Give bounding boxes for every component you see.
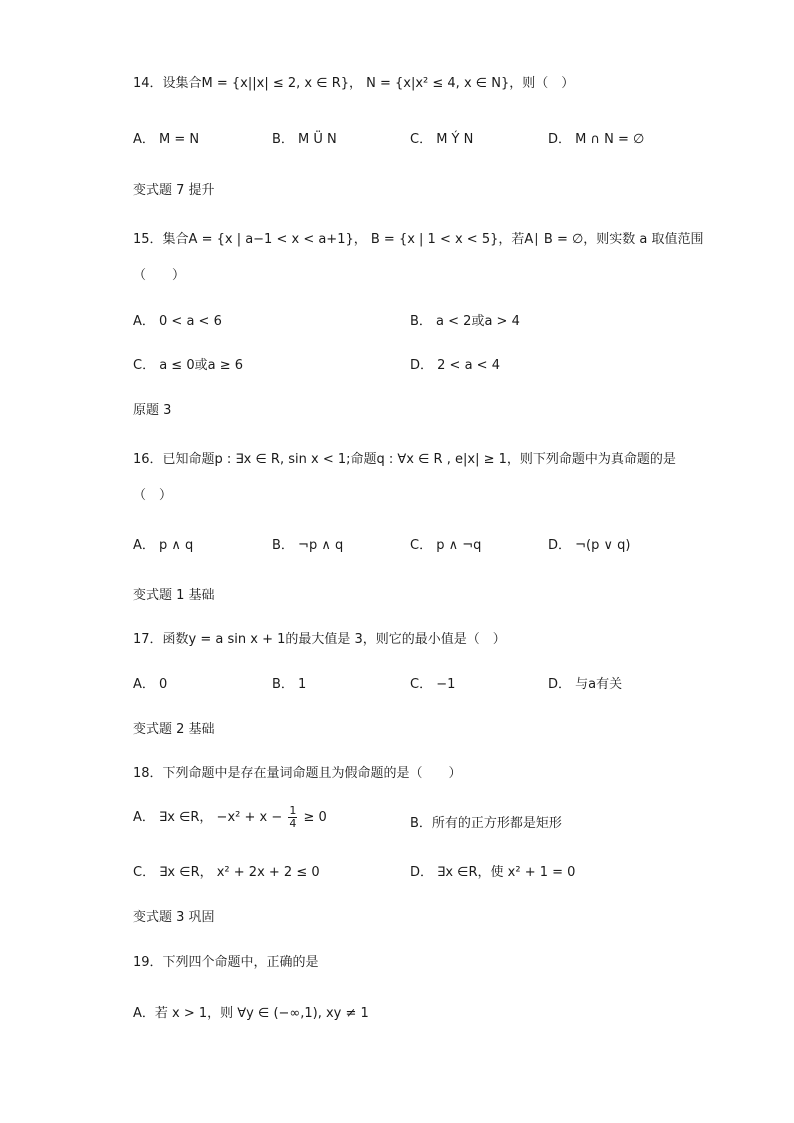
q16-option-a: A． p ∧ q [133,538,194,553]
q17-option-d: D． 与a有关 [548,677,623,692]
q14-option-b: B． M Ü N [272,132,337,147]
q15-option-d: D． 2 < a < 4 [410,358,500,373]
q17-option-c: C． −1 [410,677,456,692]
q16-option-b: B． ¬p ∧ q [272,538,344,553]
q14-option-a: A． M = N [133,132,200,147]
q18-option-b: B．所有的正方形都是矩形 [410,816,562,831]
section-variant-7: 变式题 7 提升 [133,183,215,198]
q18-option-c: C． ∃x ∈R， x² + 2x + 2 ≤ 0 [133,865,320,880]
q16-option-c: C． p ∧ ¬q [410,538,482,553]
q17-option-a: A． 0 [133,677,168,692]
section-variant-2: 变式题 2 基础 [133,722,215,737]
q15-option-c: C． a ≤ 0或a ≥ 6 [133,358,243,373]
question-16-paren: （ ） [133,488,173,503]
q15-option-a: A． 0 < a < 6 [133,314,222,329]
question-16-stem: 16．已知命题p : ∃x ∈ R, sin x < 1;命题q : ∀x ∈ R , e|x| ≥ 1，则下列命题中为真命题的是 [133,452,676,467]
q18-option-a [133,805,327,830]
q18-option-d: D． ∃x ∈R，使 x² + 1 = 0 [410,865,576,880]
q18-option-a-suffix: ≥ 0 [303,810,327,825]
question-15-stem: 15．集合A = {x | a−1 < x < a+1}， B = {x | 1 < x < 5}，若A∣ B = ∅，则实数 a 取值范围 [133,232,704,247]
fraction [288,805,297,830]
fraction-denominator: 4 [289,817,297,830]
q15-option-b: B． a < 2或a > 4 [410,314,520,329]
q18-option-a-prefix: A． ∃x ∈R， −x² + x − [133,810,283,825]
q14-option-c: C． M Ý N [410,132,474,147]
q17-option-b: B． 1 [272,677,307,692]
question-18-stem: 18．下列命题中是存在量词命题且为假命题的是（ ） [133,766,462,781]
question-17-stem: 17．函数y = a sin x + 1的最大值是 3，则它的最小值是（ ） [133,632,506,647]
q16-option-d: D． ¬(p ∨ q) [548,538,631,553]
fraction-numerator: 1 [289,804,297,817]
question-19-stem: 19．下列四个命题中，正确的是 [133,955,319,970]
section-variant-3: 变式题 3 巩固 [133,910,215,925]
q19-option-a: A．若 x > 1，则 ∀y ∈ (−∞,1), xy ≠ 1 [133,1006,369,1021]
section-variant-1: 变式题 1 基础 [133,588,215,603]
question-15-paren: （ ） [133,268,186,283]
question-14-stem: 14．设集合M = {x||x| ≤ 2, x ∈ R}， N = {x|x² ≤ 4, x ∈ N}，则（ ） [133,76,575,91]
section-original-3: 原题 3 [133,403,172,418]
q14-option-d: D． M ∩ N = ∅ [548,132,645,147]
